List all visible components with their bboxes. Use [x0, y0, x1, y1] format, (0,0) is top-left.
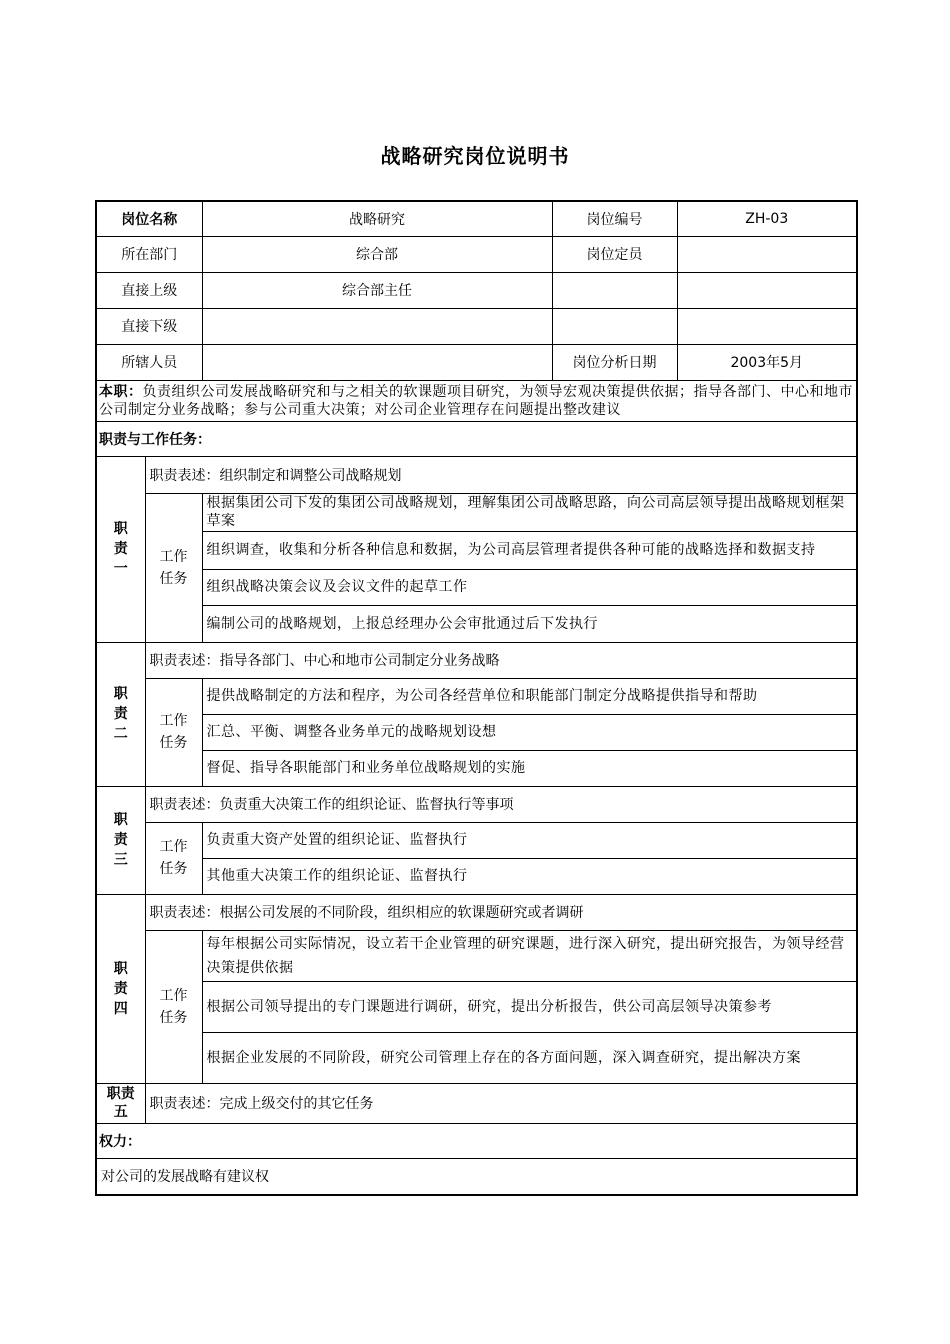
- task-row: [96, 822, 857, 858]
- task-item: 根据企业发展的不同阶段，研究公司管理上存在的各方面问题，深入调查研究，提出解决方案: [202, 1032, 857, 1083]
- superior-value: 综合部主任: [202, 272, 552, 308]
- duty-description: 职责表述：根据公司发展的不同阶段，组织相应的软课题研究或者调研: [145, 894, 857, 930]
- main-duty-label: 本职：: [99, 383, 143, 400]
- task-item: 组织调查，收集和分析各种信息和数据，为公司高层管理者提供各种可能的战略选择和数据支持: [202, 531, 857, 569]
- duties-header: 职责与工作任务：: [96, 421, 857, 456]
- task-row: [96, 531, 857, 569]
- staff-value: [202, 344, 552, 380]
- analysis-date-label: 岗位分析日期: [552, 344, 677, 380]
- quota-label: 岗位定员: [552, 236, 677, 272]
- authority-row: [96, 1158, 857, 1195]
- task-item: 组织战略决策会议及会议文件的起草工作: [202, 569, 857, 605]
- empty-cell: [677, 272, 857, 308]
- main-duty-text: 负责组织公司发展战略研究和与之相关的软课题项目研究，为领导宏观决策提供依据；指导各部门、中心和地市公司制定分业务战略；参与公司重大决策；对公司企业管理存在问题提出整改建议: [99, 383, 853, 418]
- task-row: [96, 493, 857, 531]
- work-task-label-text: 工作 任务: [159, 713, 188, 751]
- duty-row: [96, 642, 857, 678]
- task-row: [96, 1032, 857, 1083]
- duty-name: [96, 1083, 145, 1123]
- info-row-subordinate: [96, 308, 857, 344]
- work-task-label-text: 工作 任务: [159, 987, 188, 1026]
- info-row-post-name: [96, 201, 857, 236]
- post-no-value: ZH-03: [677, 201, 857, 236]
- page-title: 战略研究岗位说明书: [380, 144, 570, 168]
- duty-name-text: 职 责 三: [113, 812, 128, 868]
- analysis-date-value: 2003年5月: [677, 344, 857, 380]
- dept-label: 所在部门: [96, 236, 202, 272]
- task-row: [96, 678, 857, 714]
- subordinate-label: 直接下级: [96, 308, 202, 344]
- authority-header: 权力：: [96, 1123, 857, 1158]
- duty-description: 职责表述：完成上级交付的其它任务: [145, 1083, 857, 1123]
- dept-value: 综合部: [202, 236, 552, 272]
- duty-description: 职责表述：组织制定和调整公司战略规划: [145, 456, 857, 493]
- work-task-label: [145, 930, 202, 1083]
- duty-description: 职责表述：指导各部门、中心和地市公司制定分业务战略: [145, 642, 857, 678]
- duty-name: [96, 786, 145, 894]
- subordinate-value: [202, 308, 552, 344]
- post-name-value: 战略研究: [202, 201, 552, 236]
- main-duty-cell: [96, 380, 857, 421]
- duty-name: [96, 456, 145, 642]
- duty-row: [96, 1083, 857, 1123]
- empty-cell: [552, 272, 677, 308]
- post-name-label: 岗位名称: [96, 201, 202, 236]
- task-row: [96, 858, 857, 894]
- task-row: [96, 569, 857, 605]
- duty-name: [96, 894, 145, 1083]
- superior-label: 直接上级: [96, 272, 202, 308]
- work-task-label: [145, 822, 202, 894]
- task-item: 其他重大决策工作的组织论证、监督执行: [202, 858, 857, 894]
- work-task-label: [145, 678, 202, 786]
- task-item: 根据集团公司下发的集团公司战略规划，理解集团公司战略思路，向公司高层领导提出战略规划框架草案: [202, 493, 857, 531]
- task-item: 根据公司领导提出的专门课题进行调研，研究，提出分析报告，供公司高层领导决策参考: [202, 981, 857, 1032]
- info-row-staff: [96, 344, 857, 380]
- authority-text: 对公司的发展战略有建议权: [96, 1158, 857, 1195]
- task-item: 每年根据公司实际情况，设立若干企业管理的研究课题，进行深入研究，提出研究报告，为领导经营决策提供依据: [202, 930, 857, 981]
- duty-name-text: 职 责 四: [113, 960, 128, 1017]
- duty-name-text: 职 责 二: [113, 686, 128, 742]
- task-row: [96, 714, 857, 750]
- task-row: [96, 605, 857, 642]
- duty-name-text: 职责 五: [106, 1086, 135, 1120]
- quota-value: [677, 236, 857, 272]
- main-duty-row: [96, 380, 857, 421]
- empty-cell: [552, 308, 677, 344]
- staff-label: 所辖人员: [96, 344, 202, 380]
- task-item: 提供战略制定的方法和程序，为公司各经营单位和职能部门制定分战略提供指导和帮助: [202, 678, 857, 714]
- duty-row: [96, 894, 857, 930]
- task-row: [96, 981, 857, 1032]
- authority-header-row: [96, 1123, 857, 1158]
- task-item: 督促、指导各职能部门和业务单位战略规划的实施: [202, 750, 857, 786]
- duty-row: [96, 456, 857, 493]
- work-task-label-text: 工作 任务: [159, 839, 188, 877]
- post-no-label: 岗位编号: [552, 201, 677, 236]
- info-row-superior: [96, 272, 857, 308]
- task-item: 负责重大资产处置的组织论证、监督执行: [202, 822, 857, 858]
- job-description-table: [95, 200, 858, 1196]
- duty-name: [96, 642, 145, 786]
- task-item: 汇总、平衡、调整各业务单元的战略规划设想: [202, 714, 857, 750]
- duties-header-row: [96, 421, 857, 456]
- info-row-dept: [96, 236, 857, 272]
- work-task-label: [145, 493, 202, 642]
- duty-description: 职责表述：负责重大决策工作的组织论证、监督执行等事项: [145, 786, 857, 822]
- task-item: 编制公司的战略规划，上报总经理办公会审批通过后下发执行: [202, 605, 857, 642]
- work-task-label-text: 工作 任务: [159, 548, 188, 587]
- task-row: [96, 750, 857, 786]
- duty-name-text: 职 责 一: [113, 521, 128, 577]
- empty-cell: [677, 308, 857, 344]
- task-row: [96, 930, 857, 981]
- duty-row: [96, 786, 857, 822]
